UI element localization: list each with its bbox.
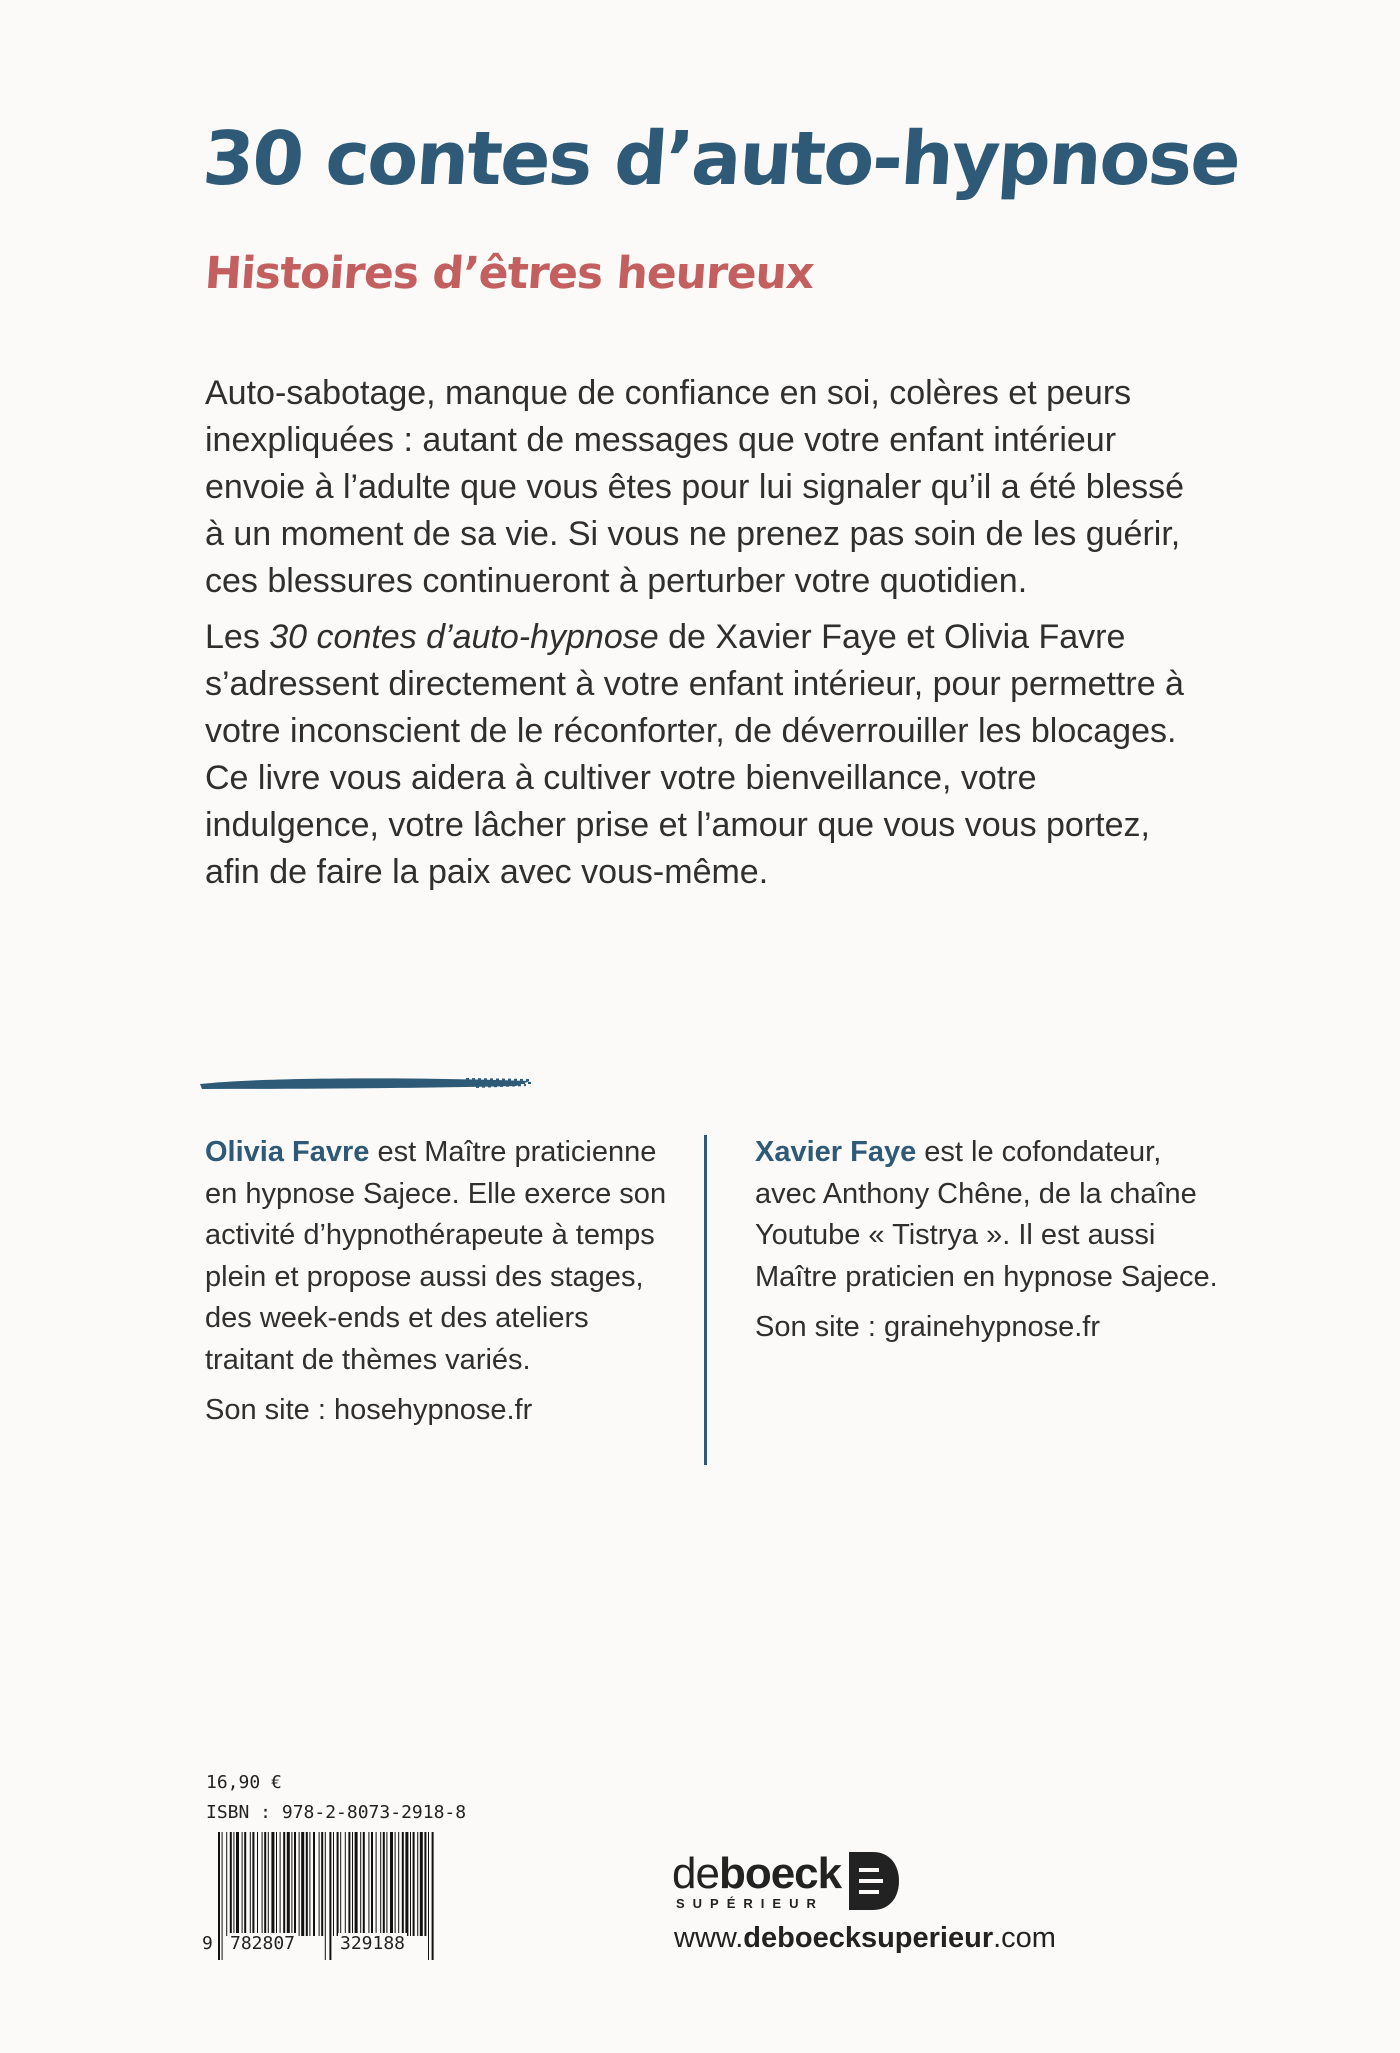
author-bio: est le cofondateur, avec Anthony Chêne, de la chaîne Youtube « Tistrya ». Il est aussi Maître praticien en hypnose Sajece.: [755, 1136, 1218, 1293]
barcode-group-2: 329188: [340, 1933, 406, 1954]
barcode-bar: [309, 1832, 310, 1936]
publisher-d-mark-icon: [849, 1852, 899, 1910]
barcode-bar: [383, 1832, 385, 1936]
barcode-bar: [355, 1832, 358, 1936]
barcode-bar: [337, 1832, 339, 1936]
author-name: Xavier Faye: [755, 1136, 917, 1168]
barcode-bar: [250, 1832, 251, 1936]
publisher-logo: [672, 1849, 899, 1912]
barcode-bar: [301, 1832, 304, 1936]
logo-superieur: SUPÉRIEUR: [676, 1896, 824, 1911]
barcode-bar: [398, 1832, 399, 1936]
barcode-bar: [420, 1832, 423, 1936]
brush-stroke-divider: [196, 1072, 536, 1094]
barcode-bar: [236, 1832, 239, 1936]
barcode-first-digit: 9: [202, 1933, 213, 1954]
barcode-bar: [268, 1832, 269, 1936]
barcode-bar: [262, 1832, 263, 1936]
barcode-bar: [294, 1832, 296, 1936]
barcode-bar: [299, 1832, 300, 1936]
barcode-bar: [313, 1832, 315, 1936]
barcode-bar: [402, 1832, 404, 1936]
barcode-group-1: 782807: [230, 1933, 296, 1954]
blurb-book-title-italic: 30 contes d’auto-hypnose: [269, 618, 659, 656]
author-site: Son site : hosehypnose.fr: [205, 1394, 533, 1426]
barcode-bar: [233, 1832, 234, 1936]
author-name: Olivia Favre: [205, 1136, 370, 1168]
barcode-bar: [264, 1832, 266, 1936]
barcode-bar: [352, 1832, 353, 1936]
barcode-bar: [380, 1832, 381, 1936]
barcode-bar: [242, 1832, 243, 1936]
barcode-bar: [410, 1832, 411, 1936]
blurb-paragraph-1: Auto-sabotage, manque de confiance en soi, colères et peurs inexpliquées : autant de messages que votre enfant intérieur envoie à l’adulte que vous êtes pour lui signaler qu’il a été blessé à un moment de sa vie. Si vous ne prenez pas soin de les guérir, ces blessures continueront à perturber votre quotidien.: [205, 374, 1185, 600]
barcode-bar: [291, 1832, 292, 1936]
barcode-bar: [360, 1832, 361, 1936]
barcode-bar: [280, 1832, 281, 1936]
barcode-bar: [244, 1832, 246, 1936]
logo-boeck: boeck: [718, 1849, 842, 1898]
barcode-bar: [405, 1832, 408, 1936]
back-cover-blurb: [205, 370, 1205, 905]
logo-de: de: [672, 1849, 719, 1898]
barcode-bar: [306, 1832, 308, 1936]
barcode-bar: [363, 1832, 365, 1936]
author-bio: est Maître praticienne en hypnose Sajece. Elle exerce son activité d’hypnothérapeute à temps plein et propose aussi des stages, des week-ends et des ateliers traitant de thèmes variés.: [205, 1136, 667, 1376]
blurb-p2-end: de Xavier Faye et Olivia Favre s’adressent directement à votre enfant intérieur, pour permettre à votre inconscient de le réconforter, de déverrouiller les blocages. Ce livre vous aidera à cultiver votre bienveillance, votre indulgence, votre lâcher prise et l’amour que vous vous portez, afin de faire la paix avec vous-même.: [205, 618, 1184, 891]
barcode-bar: [417, 1832, 418, 1936]
barcode-bar: [424, 1832, 426, 1936]
barcode-bar: [283, 1832, 285, 1936]
barcode-digits: [200, 1933, 440, 1963]
barcode-bar: [340, 1832, 341, 1936]
column-divider: [704, 1135, 707, 1465]
book-title: 30 contes d’auto-hypnose: [199, 116, 1242, 202]
barcode-bar: [271, 1832, 274, 1936]
barcode-bar: [226, 1832, 227, 1936]
isbn: ISBN : 978-2-8073-2918-8: [206, 1802, 467, 1823]
blurb-p2-start: Les: [205, 618, 270, 656]
author-bio-xavier-faye: [755, 1132, 1225, 1358]
author-bio-olivia-favre: [205, 1132, 675, 1441]
price: 16,90 €: [206, 1772, 282, 1793]
book-subtitle: Histoires d’êtres heureux: [203, 248, 816, 299]
barcode-bar: [395, 1832, 396, 1936]
barcode-bar: [368, 1832, 369, 1936]
barcode-bar: [333, 1832, 334, 1936]
barcode-bar: [376, 1832, 377, 1936]
barcode-bar: [390, 1832, 393, 1936]
barcode-bar: [348, 1832, 350, 1936]
barcode-bar: [321, 1832, 323, 1936]
author-site: Son site : grainehypnose.fr: [755, 1311, 1100, 1343]
barcode-bar: [287, 1832, 290, 1936]
barcode-bar: [230, 1832, 232, 1936]
barcode-bar: [252, 1832, 254, 1936]
barcode-bar: [386, 1832, 387, 1936]
barcode-bar: [319, 1832, 320, 1936]
barcode-bar: [276, 1832, 277, 1936]
barcode-bar: [257, 1832, 258, 1936]
blurb-paragraph-2: [205, 614, 1205, 896]
barcode-bar: [413, 1832, 415, 1936]
publisher-website-link[interactable]: www.deboecksuperieur.com: [674, 1922, 1056, 1954]
barcode-bar: [371, 1832, 373, 1936]
barcode-bar: [345, 1832, 346, 1936]
